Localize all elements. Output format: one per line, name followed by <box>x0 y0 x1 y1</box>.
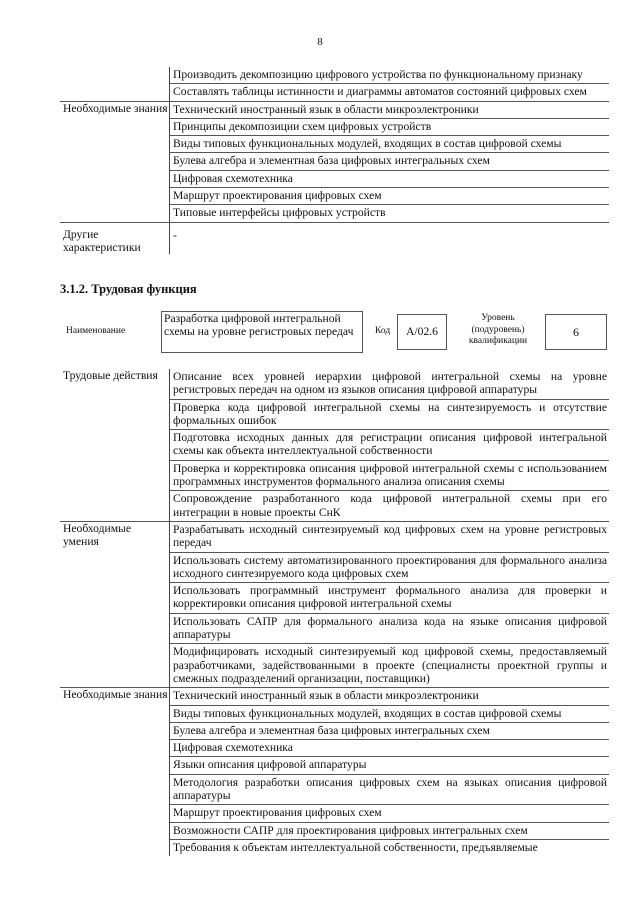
table-row <box>60 688 609 856</box>
row-label: Необходимые знания <box>63 688 168 702</box>
list-item: Сопровождение разработанного кода цифровой интегральной схемы при его интеграции в новые проекты СнК <box>173 492 607 519</box>
level-value: 6 <box>545 314 607 350</box>
row-label: Необходимые умения <box>63 521 131 549</box>
row-label: Необходимые знания <box>63 101 168 115</box>
list-item: Технический иностранный язык в области микроэлектроники <box>170 688 609 705</box>
list-item: Булева алгебра и элементная база цифровых интегральных схем <box>170 153 609 170</box>
name-label: Наименование <box>66 326 126 336</box>
list-item: Возможности САПР для проектирования цифровых интегральных схем <box>170 823 609 840</box>
list-item: Производить декомпозицию цифрового устройства по функциональному признаку <box>170 67 609 84</box>
row-label <box>60 67 170 101</box>
list-item: Языки описания цифровой аппаратуры <box>170 757 609 774</box>
list-item: Маршрут проектирования цифровых схем <box>170 805 609 822</box>
row-label: Другие характеристики <box>63 227 141 254</box>
row-label: Трудовые действия <box>63 369 158 382</box>
list-item: Описание всех уровней иерархии цифровой интегральной схемы на уровне регистровых передач на одном из языков описания цифровой аппаратуры <box>170 369 609 400</box>
table-row <box>60 521 609 687</box>
list-item: Использовать систему автоматизированного проектирования для формального анализа исходного синтезируемого кода цифровых схем <box>170 553 609 584</box>
table-row <box>60 222 609 254</box>
list-item: Использовать программный инструмент формального анализа для проверки и корректировки описания цифровой интегральной схемы <box>170 583 609 614</box>
labor-function-table-continued <box>60 67 609 254</box>
table-row <box>60 67 609 101</box>
table-row <box>60 101 609 222</box>
row-items <box>170 67 610 101</box>
page-number: 8 <box>317 36 323 48</box>
list-item: Разрабатывать исходный синтезируемый код цифровых схем на уровне регистровых передач <box>170 522 609 553</box>
section-heading: 3.1.2. Трудовая функция <box>60 282 197 296</box>
list-item: Технический иностранный язык в области микроэлектроники <box>170 102 609 119</box>
list-item: Использовать САПР для формального анализа кода на языке описания цифровой аппаратуры <box>170 614 609 645</box>
list-item: Цифровая схемотехника <box>170 171 609 188</box>
list-item: Подготовка исходных данных для регистрации описания цифровой интегральной схемы как объекта интеллектуальной собственности <box>170 430 609 461</box>
list-item: Методология разработки описания цифровых схем на языках описания цифровой аппаратуры <box>170 775 609 806</box>
list-item: Виды типовых функциональных модулей, входящих в состав цифровой схемы <box>170 136 609 153</box>
list-item: Проверка и корректировка описания цифровой интегральной схемы с использованием программных инструментов формального анализа описания схемы <box>170 461 609 492</box>
list-item: Составлять таблицы истинности и диаграммы автоматов состояний цифровых схем <box>173 85 587 99</box>
list-item: Требования к объектам интеллектуальной собственности, предъявляемые <box>173 840 538 854</box>
list-item: Проверка кода цифровой интегральной схемы на синтезируемость и отсутствие формальных ошибок <box>170 400 609 431</box>
list-item: Цифровая схемотехника <box>170 740 609 757</box>
level-label: Уровень (подуровень) квалификации <box>468 313 528 346</box>
list-item: Виды типовых функциональных модулей, входящих в состав цифровой схемы <box>170 706 609 723</box>
row-items <box>170 101 610 222</box>
table-row <box>60 369 609 521</box>
code-value: A/02.6 <box>397 314 447 350</box>
row-items <box>170 688 610 856</box>
list-item: Маршрут проектирования цифровых схем <box>170 188 609 205</box>
row-items <box>170 369 610 521</box>
name-value: Разработка цифровой интегральной схемы на уровне регистровых передач <box>161 311 363 353</box>
labor-function-table <box>60 369 609 856</box>
list-item: Модифицировать исходный синтезируемый код цифровой схемы, предоставляемый разработчиками, задействованными в проекте (специалисты проектной группы и смежных подразделений организации, поставщики) <box>173 645 607 685</box>
list-item: Типовые интерфейсы цифровых устройств <box>173 206 386 220</box>
function-header <box>60 309 608 351</box>
list-item: Булева алгебра и элементная база цифровых интегральных схем <box>170 723 609 740</box>
code-label: Код <box>375 326 391 336</box>
row-items <box>170 222 610 254</box>
row-items <box>170 521 610 687</box>
list-item: - <box>173 228 177 242</box>
list-item: Принципы декомпозиции схем цифровых устройств <box>170 119 609 136</box>
